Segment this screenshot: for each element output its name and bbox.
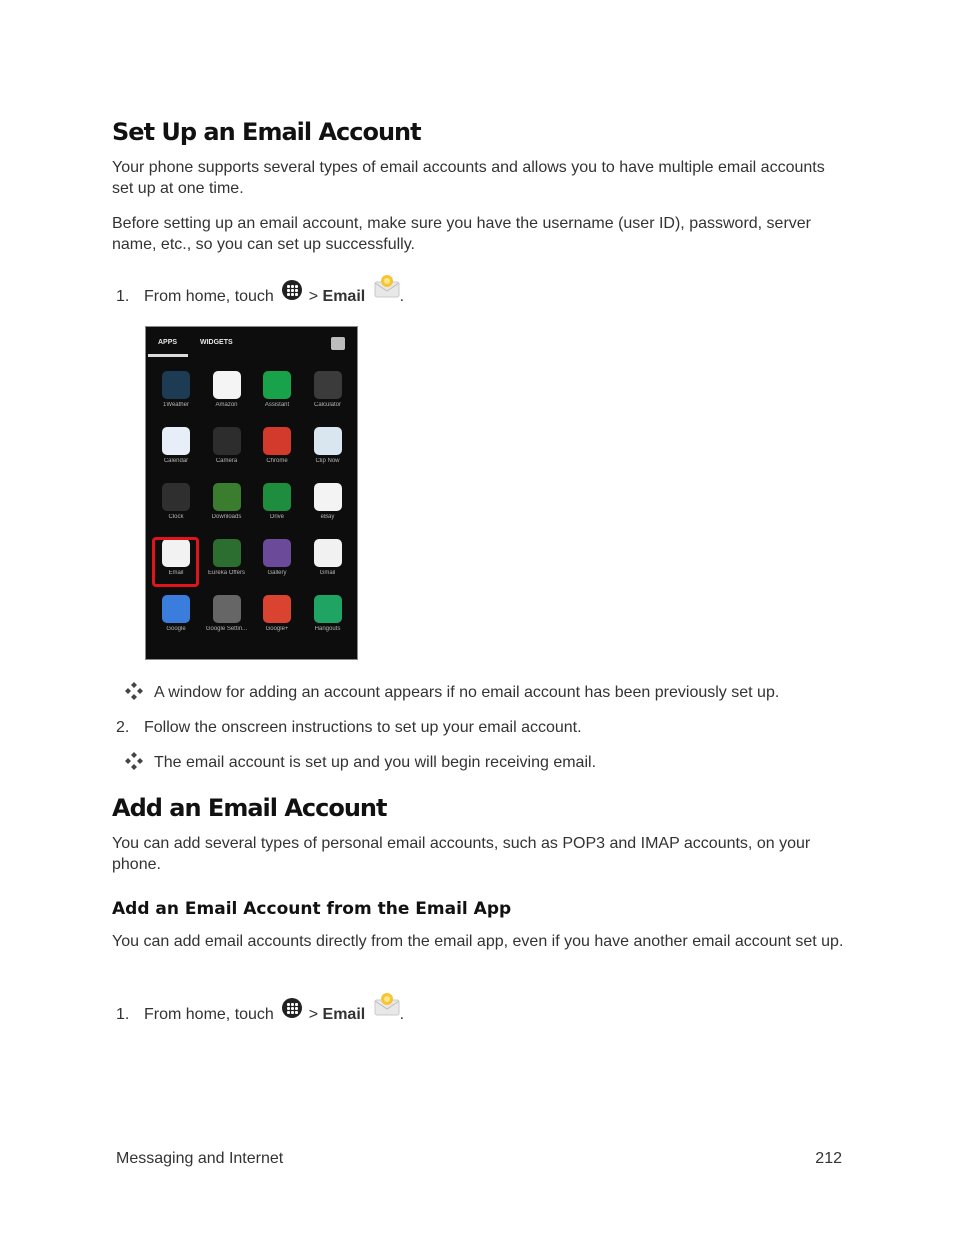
app-label: eBay bbox=[320, 514, 335, 520]
step-separator: > bbox=[308, 1006, 319, 1023]
section-title-set-up: Set Up an Email Account bbox=[112, 118, 421, 146]
app-label: Camera bbox=[215, 458, 238, 464]
drive-icon bbox=[263, 483, 291, 511]
email-app-icon bbox=[374, 274, 400, 298]
step-text: Follow the onscreen instructions to set up your email account. bbox=[144, 719, 582, 736]
app-amazon[interactable] bbox=[202, 367, 252, 419]
app-eureka-offers[interactable] bbox=[202, 535, 252, 587]
ebay-icon bbox=[314, 483, 342, 511]
tab-underline bbox=[148, 354, 188, 357]
amazon-icon bbox=[213, 371, 241, 399]
app-label: 1Weather bbox=[163, 402, 189, 408]
diamond-bullet-icon bbox=[125, 752, 143, 770]
footer-section-name: Messaging and Internet bbox=[116, 1150, 284, 1167]
play-store-icon bbox=[331, 337, 345, 350]
app-drive[interactable] bbox=[252, 479, 302, 531]
bullet-text: A window for adding an account appears if no email account has been previously set up. bbox=[154, 684, 780, 701]
downloads-icon bbox=[213, 483, 241, 511]
calculator-icon bbox=[314, 371, 342, 399]
diamond-bullet-icon bbox=[125, 682, 143, 700]
app-calculator[interactable] bbox=[303, 367, 353, 419]
clock-icon bbox=[162, 483, 190, 511]
step-text: From home, touch bbox=[144, 1006, 274, 1023]
tab-apps: APPS bbox=[158, 339, 178, 346]
section-title-add: Add an Email Account bbox=[112, 794, 387, 822]
app-camera[interactable] bbox=[202, 423, 252, 475]
app-label: Calendar bbox=[163, 458, 189, 464]
apps-icon bbox=[282, 998, 302, 1018]
section2-paragraph-1: You can add several types of personal email accounts, such as POP3 and IMAP accounts, on your phone. bbox=[112, 835, 811, 873]
app-label: Amazon bbox=[215, 402, 238, 408]
section1-bullet-2 bbox=[154, 752, 596, 773]
app-chrome[interactable] bbox=[252, 423, 302, 475]
app-label: Google Settin... bbox=[205, 626, 248, 632]
app-label: Email bbox=[168, 570, 184, 576]
app-label: Google+ bbox=[265, 626, 289, 632]
app-gmail[interactable] bbox=[303, 535, 353, 587]
camera-icon bbox=[213, 427, 241, 455]
eureka-offers-icon bbox=[213, 539, 241, 567]
app-clock[interactable] bbox=[151, 479, 201, 531]
app-downloads[interactable] bbox=[202, 479, 252, 531]
section2-step-1 bbox=[116, 998, 404, 1025]
calendar-icon bbox=[162, 427, 190, 455]
app-label: Gmail bbox=[319, 570, 336, 576]
gallery-icon bbox=[263, 539, 291, 567]
step-number: 2. bbox=[116, 719, 130, 736]
section1-bullet-1 bbox=[154, 682, 779, 703]
app-google-settings[interactable] bbox=[202, 591, 252, 643]
section1-paragraph-2: Before setting up an email account, make sure you have the username (user ID), password, server name, etc., so you can set up successfully. bbox=[112, 215, 812, 253]
step-text: From home, touch bbox=[144, 288, 274, 305]
step-target: Email bbox=[322, 288, 366, 305]
section2-subtitle: Add an Email Account from the Email App bbox=[112, 899, 512, 919]
app-label: Eureka Offers bbox=[208, 570, 245, 576]
app-gallery[interactable] bbox=[252, 535, 302, 587]
clip-now-icon bbox=[314, 427, 342, 455]
gmail-icon bbox=[314, 539, 342, 567]
app-drawer-tabs bbox=[146, 327, 357, 357]
tab-widgets: WIDGETS bbox=[200, 339, 233, 346]
section2-paragraph-2: You can add email accounts directly from the email app, even if you have another email account set up. bbox=[112, 933, 844, 950]
app-label: Chrome bbox=[266, 458, 288, 464]
step-target: Email bbox=[322, 1006, 366, 1023]
app-assistant[interactable] bbox=[252, 367, 302, 419]
section1-step-2 bbox=[116, 717, 582, 738]
app-label: Assistant bbox=[264, 402, 290, 408]
step-end: . bbox=[399, 1006, 405, 1023]
app-label: Google bbox=[166, 626, 186, 632]
google-settings-icon bbox=[213, 595, 241, 623]
app-label: Hangouts bbox=[314, 626, 341, 632]
google-icon bbox=[162, 595, 190, 623]
app-label: Clock bbox=[168, 514, 184, 520]
google-plus-icon bbox=[263, 595, 291, 623]
chrome-icon bbox=[263, 427, 291, 455]
assistant-icon bbox=[263, 371, 291, 399]
app-clip-now[interactable] bbox=[303, 423, 353, 475]
app-label: Downloads bbox=[211, 514, 242, 520]
app-label: Clip Now bbox=[315, 458, 340, 464]
app-label: Calculator bbox=[313, 402, 341, 408]
weather-icon bbox=[162, 371, 190, 399]
step-number: 1. bbox=[116, 288, 130, 305]
app-weather[interactable] bbox=[151, 367, 201, 419]
footer-page-number: 212 bbox=[815, 1150, 842, 1167]
section1-step-1 bbox=[116, 280, 404, 307]
email-app-icon bbox=[374, 992, 400, 1016]
section1-paragraph-1: Your phone supports several types of email accounts and allows you to have multiple email accounts set up at one time. bbox=[112, 159, 825, 197]
step-number: 1. bbox=[116, 1006, 130, 1023]
app-ebay[interactable] bbox=[303, 479, 353, 531]
bullet-text: The email account is set up and you will begin receiving email. bbox=[154, 754, 597, 771]
hangouts-icon bbox=[314, 595, 342, 623]
email-highlight-box bbox=[152, 537, 199, 587]
app-google[interactable] bbox=[151, 591, 201, 643]
step-separator: > bbox=[308, 288, 319, 305]
app-google-plus[interactable] bbox=[252, 591, 302, 643]
app-calendar[interactable] bbox=[151, 423, 201, 475]
app-label: Gallery bbox=[267, 570, 287, 576]
step-end: . bbox=[399, 288, 405, 305]
apps-icon bbox=[282, 280, 302, 300]
app-drawer-screenshot bbox=[145, 326, 358, 660]
app-label: Drive bbox=[269, 514, 284, 520]
app-hangouts[interactable] bbox=[303, 591, 353, 643]
